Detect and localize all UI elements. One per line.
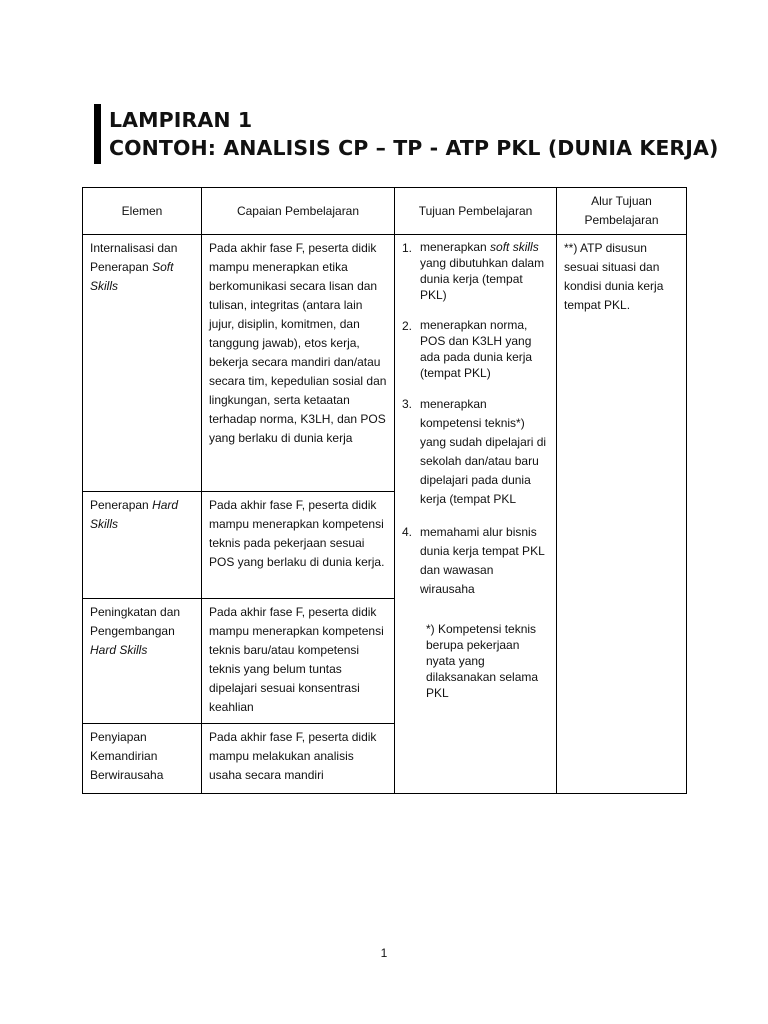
list-item-number: 1. bbox=[402, 241, 413, 255]
tujuan-footnote: *) Kompetensi teknis berupa pekerjaan nyata yang dilaksanakan selama PKL bbox=[426, 622, 539, 700]
capaian-cell: Pada akhir fase F, peserta didik mampu melakukan analisis usaha secara mandiri bbox=[202, 724, 395, 794]
capaian-cell: Pada akhir fase F, peserta didik mampu menerapkan etika berkomunikasi secara lisan dan tulisan, integritas (antara lain jujur, disiplin, komitmen, dan tanggung jawab), etos kerja, bekerja secara mandiri dan/atau secara tim, kepedulian sosial dan lingkungan, serta ketaatan terhadap norma, K3LH, dan POS yang berlaku di dunia kerja bbox=[202, 235, 395, 492]
page-heading bbox=[109, 106, 718, 162]
analysis-table bbox=[82, 187, 687, 794]
table-row bbox=[83, 235, 687, 492]
header-elemen: Elemen bbox=[83, 188, 202, 235]
header-tujuan-pembelajaran: Tujuan Pembelajaran bbox=[395, 188, 557, 235]
elemen-cell bbox=[83, 235, 202, 492]
list-item bbox=[402, 317, 549, 381]
header-alur-line-2: Pembelajaran bbox=[584, 213, 659, 227]
header-alur-tujuan-pembelajaran bbox=[557, 188, 687, 235]
list-item-text-part: menerapkan bbox=[420, 240, 491, 254]
list-item bbox=[402, 239, 549, 303]
elemen-italic-text: Hard Skills bbox=[90, 498, 179, 531]
list-item-text bbox=[420, 239, 549, 303]
elemen-text: Internalisasi dan Penerapan bbox=[90, 241, 178, 274]
list-item-text: menerapkan kompetensi teknis*) yang sudah dipelajari di sekolah dan/atau baru dipelajari pada dunia kerja (tempat PKL bbox=[420, 397, 547, 506]
elemen-cell bbox=[83, 492, 202, 599]
list-item-text-part: yang dibutuhkan dalam dunia kerja (tempat PKL) bbox=[420, 256, 545, 302]
capaian-cell: Pada akhir fase F, peserta didik mampu menerapkan kompetensi teknis pada pekerjaan sesuai POS yang berlaku di dunia kerja. bbox=[202, 492, 395, 599]
capaian-cell: Pada akhir fase F, peserta didik mampu menerapkan kompetensi teknis baru/atau kompetensi teknis yang belum tuntas dipelajari sesuai konsentrasi keahlian bbox=[202, 599, 395, 724]
page-number: 1 bbox=[380, 946, 388, 960]
table-header-row bbox=[83, 188, 687, 235]
list-item-italic: soft skills bbox=[490, 240, 539, 254]
elemen-cell bbox=[83, 599, 202, 724]
heading-line-1: LAMPIRAN 1 bbox=[109, 108, 253, 132]
list-item-number: 4. bbox=[402, 525, 413, 539]
elemen-italic-text: Soft Skills bbox=[90, 260, 174, 293]
list-item bbox=[402, 395, 549, 509]
list-item-text: memahami alur bisnis dunia kerja tempat PKL dan wawasan wirausaha bbox=[420, 525, 545, 596]
alur-cell: **) ATP disusun sesuai situasi dan kondisi dunia kerja tempat PKL. bbox=[557, 235, 687, 794]
header-capaian-pembelajaran: Capaian Pembelajaran bbox=[202, 188, 395, 235]
elemen-italic-text: Hard Skills bbox=[90, 643, 148, 657]
list-item bbox=[402, 523, 549, 599]
heading-accent-bar bbox=[94, 104, 101, 164]
elemen-text: Penerapan bbox=[90, 498, 153, 512]
tujuan-list bbox=[402, 239, 549, 599]
list-item-number: 3. bbox=[402, 397, 413, 411]
header-alur-line-1: Alur Tujuan bbox=[591, 194, 652, 208]
heading-line-2: CONTOH: ANALISIS CP – TP - ATP PKL (DUNIA KERJA) bbox=[109, 136, 719, 160]
list-item-text: menerapkan norma, POS dan K3LH yang ada pada dunia kerja (tempat PKL) bbox=[420, 318, 533, 380]
elemen-cell: Penyiapan Kemandirian Berwirausaha bbox=[83, 724, 202, 794]
list-item-number: 2. bbox=[402, 319, 413, 333]
elemen-text: Peningkatan dan Pengembangan bbox=[90, 605, 181, 638]
tujuan-cell bbox=[395, 235, 557, 794]
